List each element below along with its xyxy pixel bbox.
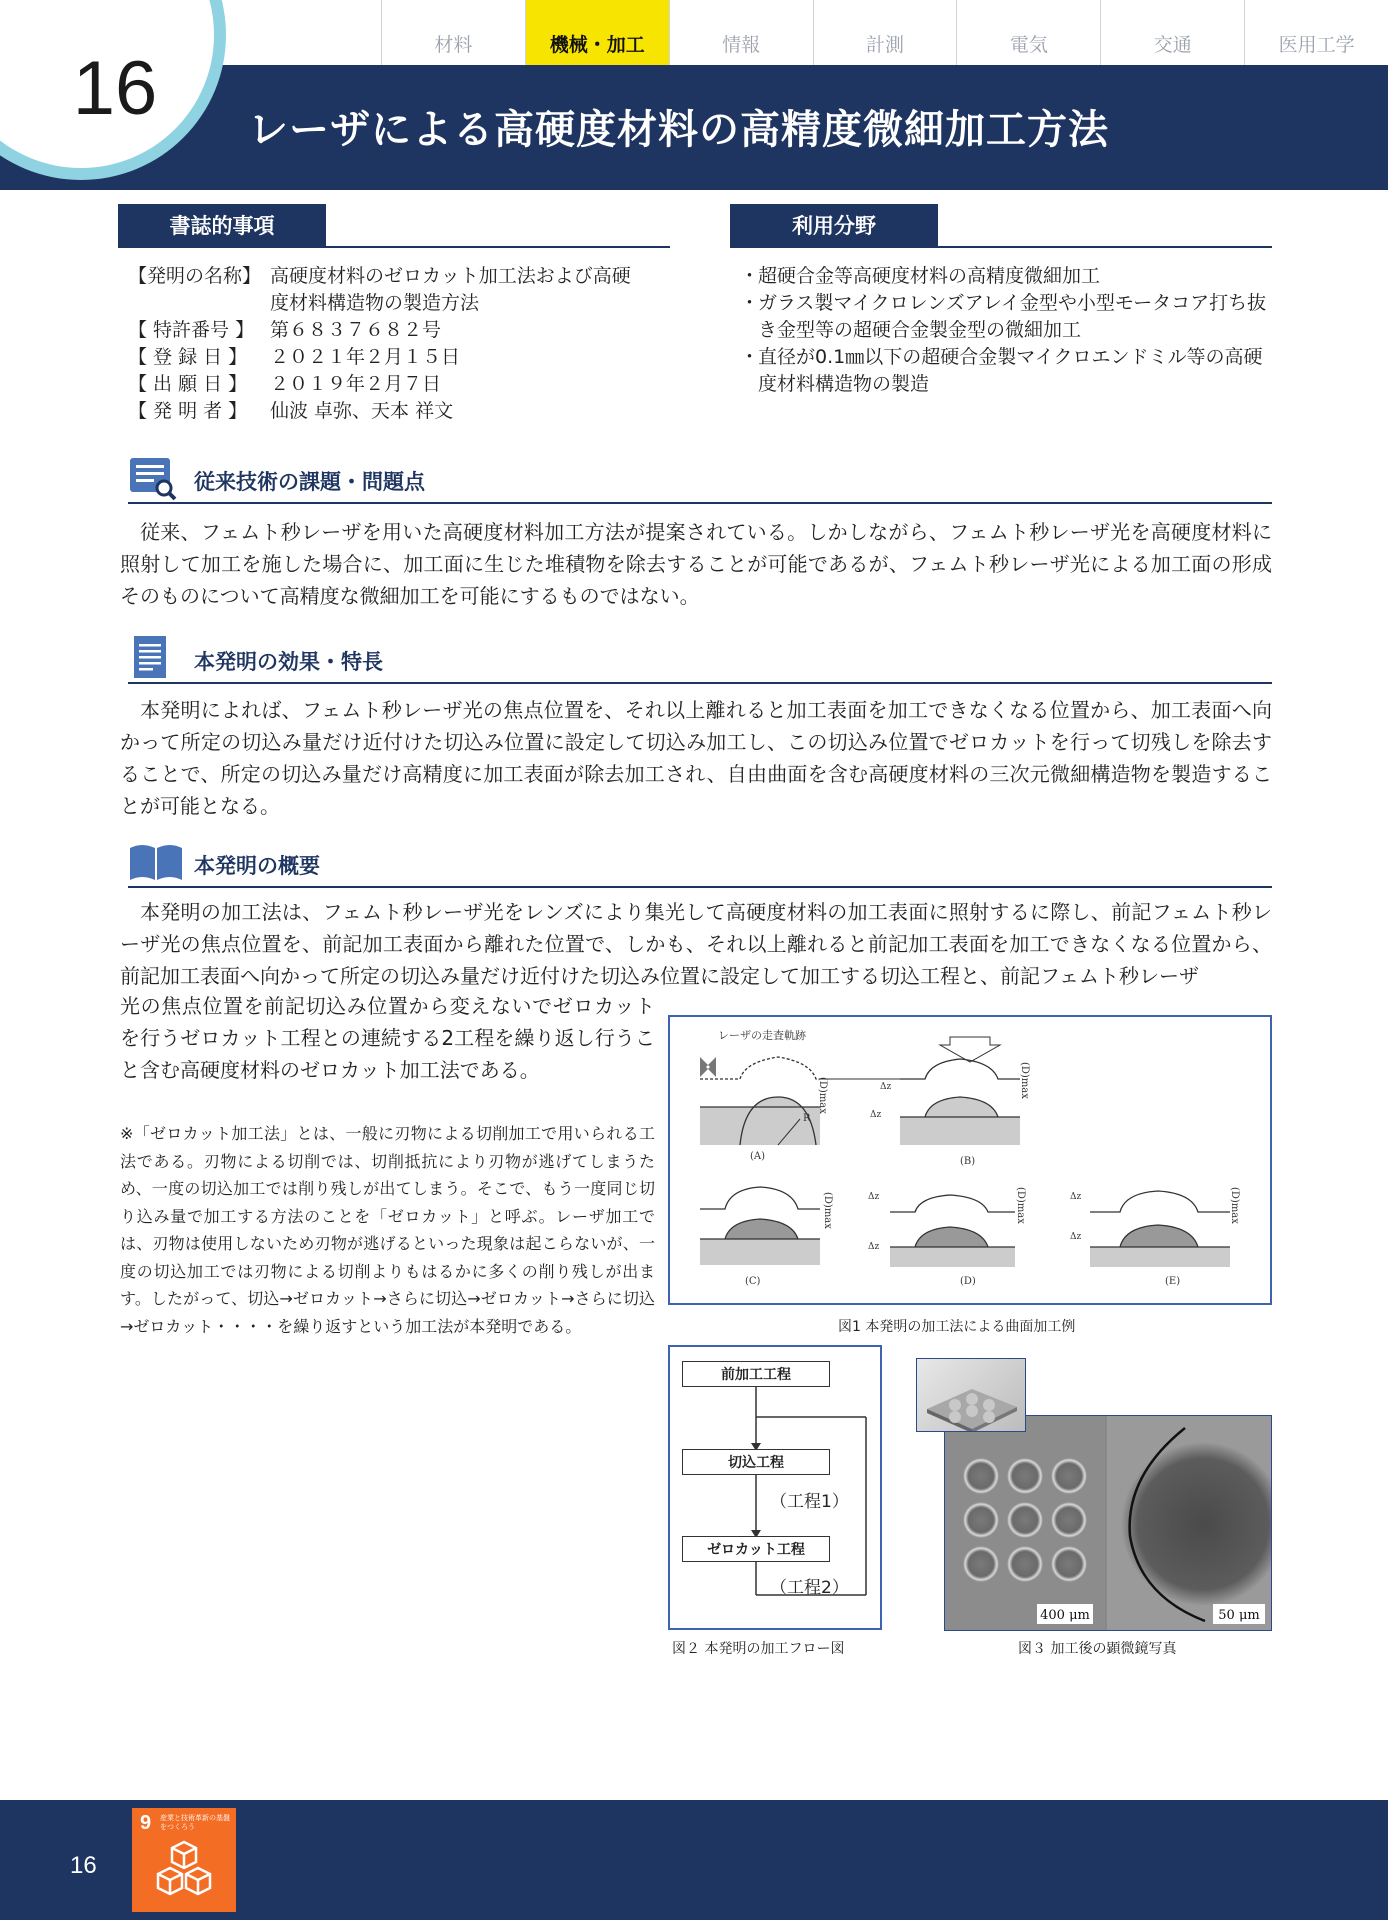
footer-page-number: 16 bbox=[70, 1852, 97, 1879]
problem-title: 従来技術の課題・問題点 bbox=[194, 470, 425, 494]
uses-rule bbox=[730, 246, 1272, 248]
dmax-label: (D)max bbox=[1015, 1187, 1026, 1224]
tab-machinery[interactable]: 機械・加工 bbox=[525, 0, 669, 65]
dmax-label: (D)max bbox=[817, 1077, 828, 1114]
figure-2-caption: 図２ 本発明の加工フロー図 bbox=[672, 1641, 845, 1657]
dz-label: Δz bbox=[870, 1110, 882, 1120]
flow-zero-cut-process: ゼロカット工程 bbox=[682, 1536, 830, 1562]
bullet: ・ bbox=[740, 265, 760, 287]
tab-measurement[interactable]: 計測 bbox=[813, 0, 957, 65]
zero-cut-note: ※「ゼロカット加工法」とは、一般に刃物による切削加工で用いられる工法である。刃物による切削では、切削抵抗により刃物が逃げてしまうため、一度の切込加工では削り残しが出てしまう。そこで、もう一度同じ切り込み量で加工する方法のことを「ゼロカット」と呼ぶ。レーザ加工では、刃物は使用しないため刃物が逃げるといった現象は起こらないが、一度の切込加工では刃物による切削よりもはるかに多くの削り残しが出ます。したがって、切込→ゼロカット→さらに切込→ゼロカット→さらに切込→ゼロカット・・・・を繰り返すという加工法が本発明である。 bbox=[120, 1124, 655, 1336]
scale-bar-400: 400 μm bbox=[1040, 1608, 1090, 1623]
biblio-value: ２０２１年２月１５日 bbox=[270, 346, 461, 368]
problem-header bbox=[128, 454, 1272, 504]
panel-d-label: (D) bbox=[960, 1276, 976, 1287]
biblio-key: 【 登 録 日 】 bbox=[128, 346, 248, 368]
flow-step2-label: （工程2） bbox=[770, 1578, 849, 1598]
figure-3-3d-thumbnail bbox=[916, 1358, 1026, 1432]
effect-text: 本発明によれば、フェムト秒レーザ光の焦点位置を、それ以上離れると加工表面を加工できなくなる位置から、加工表面へ向かって所定の切込み量だけ近付けた切込み位置に設定して切込み加工し、この切込み位置でゼロカットを行って切残しを除去することで、所定の切込み量だけ高精度に加工表面が除去加工され、自由曲面を含む高硬度材料の三次元微細構造物を製造することが可能となる。 bbox=[120, 698, 1272, 818]
dz-label: Δz bbox=[1070, 1232, 1082, 1242]
summary-text-cont: 光の焦点位置を前記切込み位置から変えないでゼロカットを行うゼロカット工程との連続する2工程を繰り返し行うこと含む高硬度材料のゼロカット加工法である。 bbox=[120, 994, 655, 1082]
trace-label: レーザの走査軌跡 bbox=[718, 1029, 806, 1042]
effect-header bbox=[128, 634, 1272, 684]
tab-medical[interactable]: 医用工学 bbox=[1244, 0, 1388, 65]
biblio-rule bbox=[118, 246, 670, 248]
biblio-label: 書誌的事項 bbox=[118, 204, 326, 246]
biblio-row bbox=[128, 371, 640, 398]
problem-rule bbox=[128, 502, 1272, 504]
biblio-list bbox=[128, 263, 640, 425]
biblio-row bbox=[128, 317, 640, 344]
biblio-key: 【 出 願 日 】 bbox=[128, 373, 248, 395]
dmax-label: (D)max bbox=[1019, 1062, 1030, 1099]
tab-electric[interactable]: 電気 bbox=[956, 0, 1100, 65]
bullet: ・ bbox=[740, 292, 760, 314]
flow-cut-process: 切込工程 bbox=[682, 1449, 830, 1475]
summary-header bbox=[128, 838, 1272, 888]
figure-2 bbox=[668, 1345, 882, 1630]
dmax-label: (D)max bbox=[1229, 1187, 1240, 1224]
sdg-goal-9-badge bbox=[132, 1808, 236, 1912]
problem-text: 従来、フェムト秒レーザを用いた高硬度材料加工方法が提案されている。しかしながら、フェムト秒レーザ光を高硬度材料に照射して加工を施した場合に、加工面に生じた堆積物を除去することが可能であるが、フェムト秒レーザ光による加工面の形成そのものについて高精度な微細加工を可能にするものではない。 bbox=[120, 520, 1272, 608]
item-number: 16 bbox=[72, 46, 158, 131]
summary-title: 本発明の概要 bbox=[194, 854, 320, 878]
dz-label: Δz bbox=[868, 1242, 880, 1252]
dz-label: Δz bbox=[868, 1192, 880, 1202]
sdg-text: 産業と技術革新の基盤をつくろう bbox=[160, 1814, 230, 1831]
panel-b-label: (B) bbox=[960, 1156, 976, 1167]
document-icon bbox=[128, 634, 178, 682]
array-3d-icon bbox=[917, 1359, 1026, 1432]
biblio-key: 【発明の名称】 bbox=[128, 265, 262, 287]
biblio-row bbox=[128, 344, 640, 371]
use-text: 超硬合金等高硬度材料の高精度微細加工 bbox=[758, 265, 1101, 287]
biblio-key: 【 特許番号 】 bbox=[128, 319, 255, 341]
effect-rule bbox=[128, 682, 1272, 684]
figure-3-micrograph bbox=[944, 1415, 1272, 1631]
page-title: レーザによる高硬度材料の高精度微細加工方法 bbox=[248, 107, 1109, 153]
biblio-key: 【 発 明 者 】 bbox=[128, 400, 248, 422]
panel-a-label: (A) bbox=[750, 1151, 766, 1162]
summary-text: 本発明の加工法は、フェムト秒レーザ光をレンズにより集光して高硬度材料の加工表面に照射するに際し、前記フェムト秒レーザ光の焦点位置を、前記加工表面から離れた位置で、しかも、それ以上離れると前記加工表面を加工できなくなる位置から、前記加工表面へ向かって所定の切込み量だけ近付けた切込み位置に設定して加工する切込工程と、前記フェムト秒レーザ bbox=[120, 900, 1272, 988]
figure-1 bbox=[668, 1015, 1272, 1305]
scale-bar-50: 50 μm bbox=[1218, 1608, 1260, 1623]
biblio-value: ２０１９年２月７日 bbox=[270, 373, 442, 395]
dz-label: Δz bbox=[880, 1082, 892, 1092]
use-text: 直径が0.1㎜以下の超硬合金製マイクロエンドミル等の高硬度材料構造物の製造 bbox=[758, 346, 1263, 395]
biblio-value: 高硬度材料のゼロカット加工法および高硬度材料構造物の製造方法 bbox=[270, 265, 631, 314]
list-item bbox=[740, 344, 1280, 398]
tab-materials[interactable]: 材料 bbox=[381, 0, 525, 65]
dz-label: Δz bbox=[1070, 1192, 1082, 1202]
use-text: ガラス製マイクロレンズアレイ金型や小型モータコア打ち抜き金型等の超硬合金製金型の微細加工 bbox=[758, 292, 1267, 341]
biblio-value: 仙波 卓弥、天本 祥文 bbox=[270, 400, 454, 422]
sdg-number: 9 bbox=[140, 1812, 152, 1834]
list-item bbox=[740, 263, 1280, 290]
biblio-row bbox=[128, 263, 640, 317]
tab-information[interactable]: 情報 bbox=[669, 0, 813, 65]
tab-transport[interactable]: 交通 bbox=[1100, 0, 1244, 65]
biblio-row bbox=[128, 398, 640, 425]
figure-3-caption: 図３ 加工後の顕微鏡写真 bbox=[1018, 1641, 1177, 1657]
radius-label: R bbox=[803, 1113, 811, 1124]
panel-c-label: (C) bbox=[745, 1276, 761, 1287]
bullet: ・ bbox=[740, 346, 760, 368]
cubes-icon bbox=[132, 1808, 236, 1912]
effect-title: 本発明の効果・特長 bbox=[194, 650, 383, 674]
flow-step1-label: （工程1） bbox=[770, 1492, 849, 1512]
magnifier-document-icon bbox=[128, 454, 178, 502]
curved-surface-diagram bbox=[670, 1017, 1270, 1303]
micrograph-image bbox=[945, 1416, 1272, 1631]
summary-rule bbox=[128, 886, 1272, 888]
open-book-icon bbox=[128, 838, 184, 886]
flow-pre-process: 前加工工程 bbox=[682, 1361, 830, 1387]
figure-1-caption: 図1 本発明の加工法による曲面加工例 bbox=[838, 1319, 1076, 1335]
list-item bbox=[740, 290, 1280, 344]
panel-e-label: (E) bbox=[1165, 1276, 1181, 1287]
category-tabs bbox=[381, 0, 1388, 65]
uses-label: 利用分野 bbox=[730, 204, 938, 246]
dmax-label: (D)max bbox=[822, 1192, 833, 1229]
uses-list bbox=[740, 263, 1280, 398]
biblio-value: 第６８３７６８２号 bbox=[270, 319, 442, 341]
